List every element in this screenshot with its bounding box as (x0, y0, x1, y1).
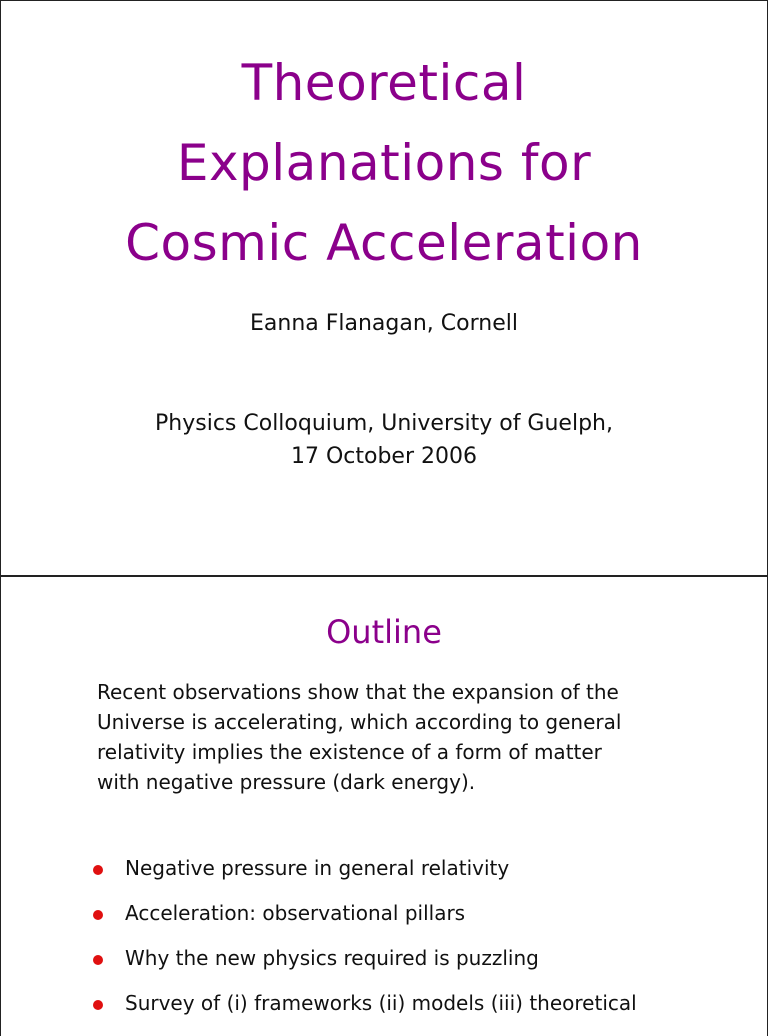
intro-line: with negative pressure (dark energy). (97, 770, 476, 794)
bullet-dot-icon (93, 1000, 103, 1010)
bullet-dot-icon (93, 865, 103, 875)
outline-heading: Outline (326, 613, 442, 651)
outline-list (91, 853, 651, 1033)
title-line: Theoretical (241, 54, 527, 112)
list-item-text: Why the new physics required is puzzling (125, 946, 539, 970)
slide-outline (0, 576, 768, 1036)
intro-paragraph (97, 677, 697, 797)
list-item-text: Acceleration: observational pillars (125, 901, 466, 925)
bullet-dot-icon (93, 910, 103, 920)
list-item (91, 943, 651, 973)
title-line: Cosmic Acceleration (125, 214, 643, 272)
author: Eanna Flanagan, Cornell (250, 311, 518, 336)
list-item (91, 898, 651, 928)
bullet-dot-icon (93, 955, 103, 965)
intro-line: relativity implies the existence of a form of matter (97, 740, 602, 764)
list-item (91, 988, 651, 1018)
intro-line: Universe is accelerating, which according to general (97, 710, 622, 734)
list-item-text: Negative pressure in general relativity (125, 856, 510, 880)
slide-title-heading (1, 43, 767, 283)
title-line: Explanations for (176, 134, 592, 192)
venue-date: 17 October 2006 (290, 444, 477, 469)
intro-line: Recent observations show that the expansion of the (97, 680, 619, 704)
list-item (91, 853, 651, 883)
venue (1, 407, 767, 473)
venue-line: Physics Colloquium, University of Guelph, (155, 411, 613, 436)
list-item-text: Survey of (i) frameworks (ii) models (iii) theoretical (125, 991, 637, 1015)
